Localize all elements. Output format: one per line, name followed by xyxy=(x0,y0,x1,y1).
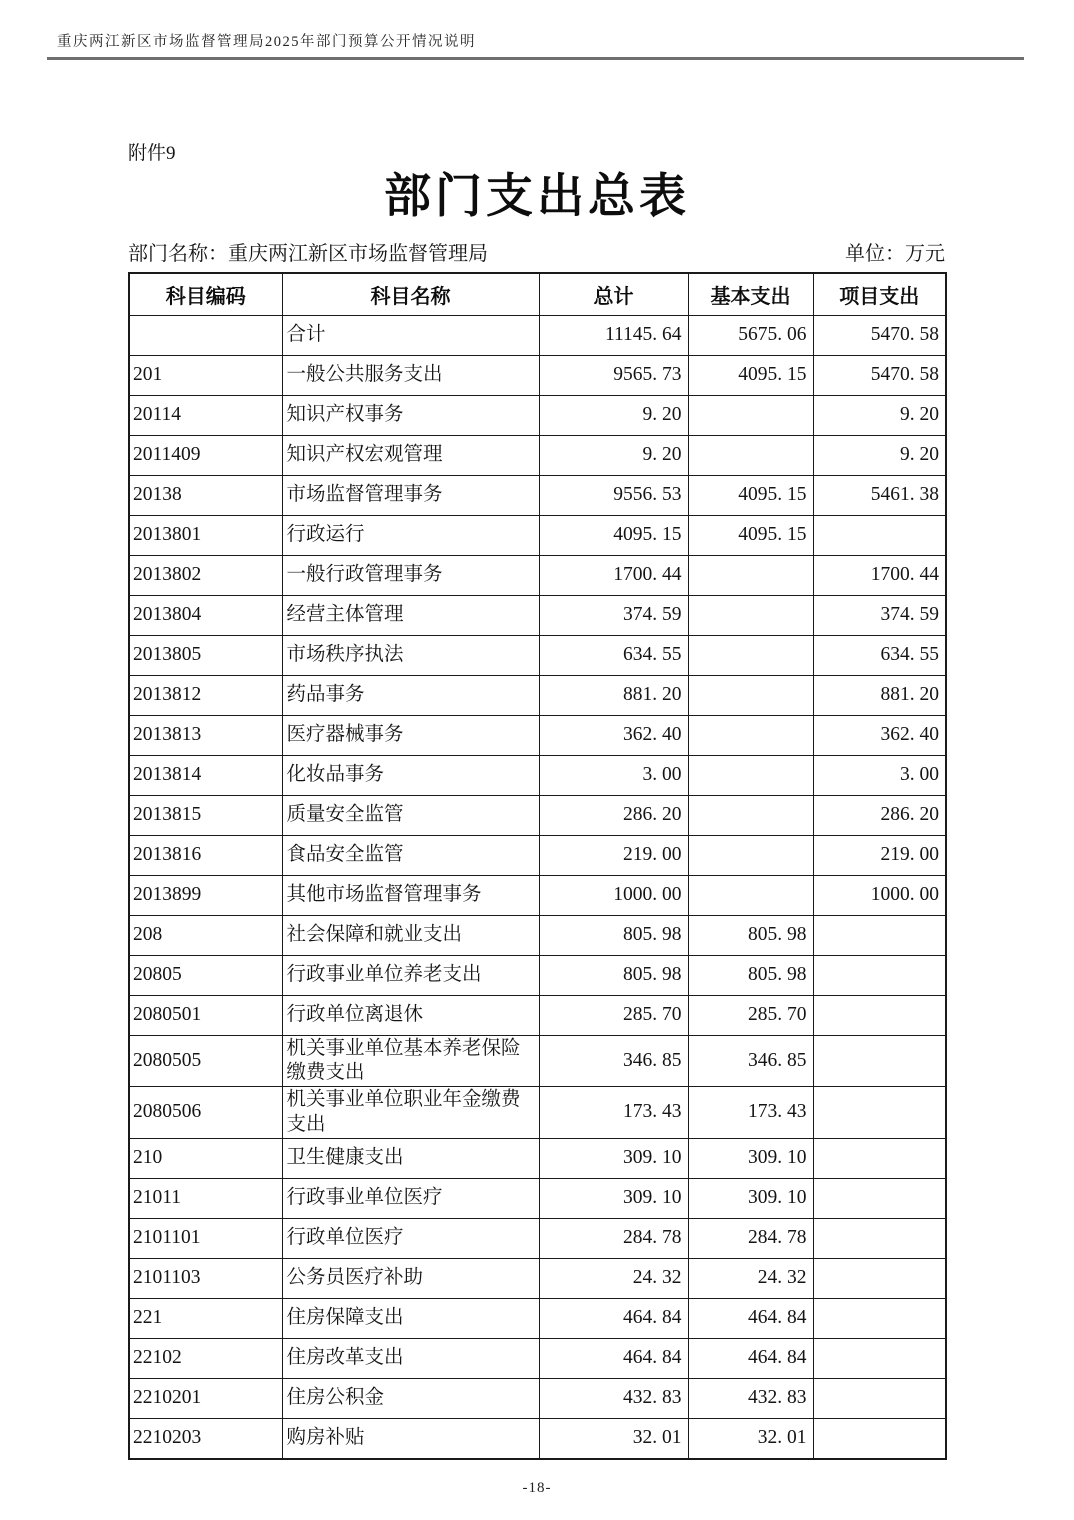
cell-project-expenditure xyxy=(813,955,946,995)
table-row xyxy=(129,1035,946,1087)
cell-subject-code: 2013813 xyxy=(129,715,282,755)
cell-basic-expenditure: 432. 83 xyxy=(688,1379,813,1419)
cell-total: 362. 40 xyxy=(539,715,688,755)
cell-basic-expenditure: 4095. 15 xyxy=(688,515,813,555)
cell-subject-name: 卫生健康支出 xyxy=(282,1139,539,1179)
page-number: -18- xyxy=(522,1480,552,1496)
cell-total: 374. 59 xyxy=(539,595,688,635)
cell-total: 9556. 53 xyxy=(539,475,688,515)
cell-project-expenditure xyxy=(813,1379,946,1419)
table-row xyxy=(129,1139,946,1179)
table-row xyxy=(129,1259,946,1299)
cell-subject-code: 208 xyxy=(129,915,282,955)
cell-subject-name: 公务员医疗补助 xyxy=(282,1259,539,1299)
cell-total: 219. 00 xyxy=(539,835,688,875)
cell-subject-name: 行政事业单位养老支出 xyxy=(282,955,539,995)
cell-subject-name: 经营主体管理 xyxy=(282,595,539,635)
cell-basic-expenditure: 805. 98 xyxy=(688,955,813,995)
table-row xyxy=(129,715,946,755)
cell-total: 284. 78 xyxy=(539,1219,688,1259)
cell-subject-code: 20138 xyxy=(129,475,282,515)
table-row xyxy=(129,1379,946,1419)
cell-total: 805. 98 xyxy=(539,955,688,995)
attachment-label: 附件9 xyxy=(128,143,176,164)
cell-total: 432. 83 xyxy=(539,1379,688,1419)
cell-project-expenditure: 9. 20 xyxy=(813,435,946,475)
cell-subject-code xyxy=(129,315,282,355)
cell-total: 9. 20 xyxy=(539,395,688,435)
cell-subject-code: 2013814 xyxy=(129,755,282,795)
document-header xyxy=(47,0,1024,60)
cell-basic-expenditure xyxy=(688,795,813,835)
cell-subject-code: 20114 xyxy=(129,395,282,435)
cell-project-expenditure: 362. 40 xyxy=(813,715,946,755)
cell-total: 881. 20 xyxy=(539,675,688,715)
cell-subject-name: 购房补贴 xyxy=(282,1419,539,1459)
cell-basic-expenditure xyxy=(688,675,813,715)
cell-basic-expenditure: 32. 01 xyxy=(688,1419,813,1459)
cell-subject-name: 化妆品事务 xyxy=(282,755,539,795)
cell-subject-code: 2013899 xyxy=(129,875,282,915)
table-row xyxy=(129,795,946,835)
cell-total: 464. 84 xyxy=(539,1299,688,1339)
cell-subject-code: 2013804 xyxy=(129,595,282,635)
cell-project-expenditure: 5470. 58 xyxy=(813,355,946,395)
table-row xyxy=(129,915,946,955)
department-name: 部门名称：重庆两江新区市场监督管理局 xyxy=(128,243,488,266)
cell-project-expenditure: 634. 55 xyxy=(813,635,946,675)
cell-subject-code: 201 xyxy=(129,355,282,395)
cell-subject-name: 机关事业单位职业年金缴费支出 xyxy=(282,1087,539,1139)
cell-basic-expenditure: 805. 98 xyxy=(688,915,813,955)
cell-project-expenditure: 5470. 58 xyxy=(813,315,946,355)
cell-basic-expenditure: 346. 85 xyxy=(688,1035,813,1087)
column-header-basic-expenditure: 基本支出 xyxy=(688,273,813,315)
page-title: 部门支出总表 xyxy=(384,169,690,222)
cell-basic-expenditure: 24. 32 xyxy=(688,1259,813,1299)
cell-basic-expenditure: 4095. 15 xyxy=(688,355,813,395)
cell-subject-name: 行政事业单位医疗 xyxy=(282,1179,539,1219)
cell-subject-code: 2080505 xyxy=(129,1035,282,1087)
cell-project-expenditure xyxy=(813,1087,946,1139)
cell-basic-expenditure: 285. 70 xyxy=(688,995,813,1035)
table-row xyxy=(129,555,946,595)
cell-basic-expenditure xyxy=(688,635,813,675)
cell-total: 9565. 73 xyxy=(539,355,688,395)
cell-subject-code: 2013801 xyxy=(129,515,282,555)
table-meta-row xyxy=(128,237,945,266)
cell-total: 286. 20 xyxy=(539,795,688,835)
cell-project-expenditure xyxy=(813,995,946,1035)
expenditure-table xyxy=(128,272,947,1460)
cell-subject-code: 2013802 xyxy=(129,555,282,595)
cell-total: 3. 00 xyxy=(539,755,688,795)
cell-subject-name: 一般公共服务支出 xyxy=(282,355,539,395)
cell-project-expenditure: 1000. 00 xyxy=(813,875,946,915)
table-row xyxy=(129,475,946,515)
cell-basic-expenditure xyxy=(688,755,813,795)
cell-basic-expenditure xyxy=(688,875,813,915)
cell-subject-name: 药品事务 xyxy=(282,675,539,715)
document-header-text: 重庆两江新区市场监督管理局2025年部门预算公开情况说明 xyxy=(57,34,476,50)
table-row xyxy=(129,1219,946,1259)
cell-total: 4095. 15 xyxy=(539,515,688,555)
table-header-row xyxy=(129,273,946,315)
table-row xyxy=(129,875,946,915)
cell-subject-name: 住房改革支出 xyxy=(282,1339,539,1379)
cell-subject-name: 机关事业单位基本养老保险缴费支出 xyxy=(282,1035,539,1087)
cell-subject-name: 医疗器械事务 xyxy=(282,715,539,755)
table-row xyxy=(129,635,946,675)
cell-total: 1000. 00 xyxy=(539,875,688,915)
cell-subject-name: 住房保障支出 xyxy=(282,1299,539,1339)
table-row xyxy=(129,1179,946,1219)
table-body xyxy=(129,315,946,1459)
cell-subject-name: 知识产权事务 xyxy=(282,395,539,435)
cell-subject-code: 22102 xyxy=(129,1339,282,1379)
cell-project-expenditure: 1700. 44 xyxy=(813,555,946,595)
cell-project-expenditure xyxy=(813,1339,946,1379)
cell-basic-expenditure xyxy=(688,555,813,595)
cell-basic-expenditure: 309. 10 xyxy=(688,1139,813,1179)
column-header-total: 总计 xyxy=(539,273,688,315)
cell-project-expenditure: 219. 00 xyxy=(813,835,946,875)
cell-subject-name: 社会保障和就业支出 xyxy=(282,915,539,955)
cell-project-expenditure xyxy=(813,1035,946,1087)
table-row xyxy=(129,1339,946,1379)
cell-subject-code: 2080506 xyxy=(129,1087,282,1139)
cell-basic-expenditure: 5675. 06 xyxy=(688,315,813,355)
cell-project-expenditure: 3. 00 xyxy=(813,755,946,795)
cell-subject-code: 2080501 xyxy=(129,995,282,1035)
cell-subject-code: 2101101 xyxy=(129,1219,282,1259)
cell-project-expenditure: 374. 59 xyxy=(813,595,946,635)
cell-project-expenditure: 5461. 38 xyxy=(813,475,946,515)
cell-basic-expenditure: 309. 10 xyxy=(688,1179,813,1219)
cell-basic-expenditure xyxy=(688,595,813,635)
cell-subject-name: 食品安全监管 xyxy=(282,835,539,875)
cell-basic-expenditure xyxy=(688,395,813,435)
cell-project-expenditure xyxy=(813,515,946,555)
table-row xyxy=(129,395,946,435)
cell-total: 24. 32 xyxy=(539,1259,688,1299)
table-row xyxy=(129,315,946,355)
cell-basic-expenditure xyxy=(688,435,813,475)
cell-basic-expenditure: 464. 84 xyxy=(688,1339,813,1379)
table-row xyxy=(129,1419,946,1459)
cell-subject-code: 2101103 xyxy=(129,1259,282,1299)
cell-total: 11145. 64 xyxy=(539,315,688,355)
cell-subject-name: 行政单位离退休 xyxy=(282,995,539,1035)
table-row xyxy=(129,355,946,395)
cell-project-expenditure xyxy=(813,915,946,955)
cell-basic-expenditure xyxy=(688,835,813,875)
cell-subject-code: 210 xyxy=(129,1139,282,1179)
cell-subject-name: 住房公积金 xyxy=(282,1379,539,1419)
cell-basic-expenditure: 173. 43 xyxy=(688,1087,813,1139)
cell-total: 9. 20 xyxy=(539,435,688,475)
cell-basic-expenditure: 464. 84 xyxy=(688,1299,813,1339)
cell-project-expenditure xyxy=(813,1299,946,1339)
cell-subject-name: 质量安全监管 xyxy=(282,795,539,835)
cell-total: 346. 85 xyxy=(539,1035,688,1087)
table-row xyxy=(129,755,946,795)
table-row xyxy=(129,515,946,555)
cell-total: 805. 98 xyxy=(539,915,688,955)
cell-project-expenditure xyxy=(813,1139,946,1179)
column-header-subject-code: 科目编码 xyxy=(129,273,282,315)
cell-subject-name: 合计 xyxy=(282,315,539,355)
cell-subject-name: 市场监督管理事务 xyxy=(282,475,539,515)
cell-project-expenditure: 881. 20 xyxy=(813,675,946,715)
cell-total: 173. 43 xyxy=(539,1087,688,1139)
cell-total: 309. 10 xyxy=(539,1139,688,1179)
cell-total: 309. 10 xyxy=(539,1179,688,1219)
cell-basic-expenditure: 284. 78 xyxy=(688,1219,813,1259)
cell-total: 634. 55 xyxy=(539,635,688,675)
table-row xyxy=(129,435,946,475)
table-row xyxy=(129,955,946,995)
cell-subject-code: 2210201 xyxy=(129,1379,282,1419)
cell-subject-code: 2210203 xyxy=(129,1419,282,1459)
cell-subject-code: 2013812 xyxy=(129,675,282,715)
cell-subject-code: 20805 xyxy=(129,955,282,995)
cell-subject-code: 21011 xyxy=(129,1179,282,1219)
cell-subject-code: 2011409 xyxy=(129,435,282,475)
column-header-subject-name: 科目名称 xyxy=(282,273,539,315)
cell-total: 32. 01 xyxy=(539,1419,688,1459)
table-row xyxy=(129,835,946,875)
table-row xyxy=(129,1087,946,1139)
cell-basic-expenditure: 4095. 15 xyxy=(688,475,813,515)
cell-project-expenditure: 286. 20 xyxy=(813,795,946,835)
table-row xyxy=(129,1299,946,1339)
cell-project-expenditure xyxy=(813,1419,946,1459)
cell-project-expenditure: 9. 20 xyxy=(813,395,946,435)
cell-subject-code: 2013805 xyxy=(129,635,282,675)
cell-project-expenditure xyxy=(813,1219,946,1259)
cell-subject-name: 一般行政管理事务 xyxy=(282,555,539,595)
cell-basic-expenditure xyxy=(688,715,813,755)
cell-subject-name: 行政运行 xyxy=(282,515,539,555)
table-row xyxy=(129,675,946,715)
cell-project-expenditure xyxy=(813,1259,946,1299)
cell-subject-code: 221 xyxy=(129,1299,282,1339)
cell-subject-code: 2013815 xyxy=(129,795,282,835)
column-header-project-expenditure: 项目支出 xyxy=(813,273,946,315)
table-row xyxy=(129,995,946,1035)
cell-subject-code: 2013816 xyxy=(129,835,282,875)
cell-project-expenditure xyxy=(813,1179,946,1219)
unit-label: 单位：万元 xyxy=(845,243,945,266)
cell-subject-name: 市场秩序执法 xyxy=(282,635,539,675)
cell-total: 285. 70 xyxy=(539,995,688,1035)
table-row xyxy=(129,595,946,635)
cell-total: 1700. 44 xyxy=(539,555,688,595)
cell-subject-name: 知识产权宏观管理 xyxy=(282,435,539,475)
cell-total: 464. 84 xyxy=(539,1339,688,1379)
cell-subject-name: 行政单位医疗 xyxy=(282,1219,539,1259)
cell-subject-name: 其他市场监督管理事务 xyxy=(282,875,539,915)
